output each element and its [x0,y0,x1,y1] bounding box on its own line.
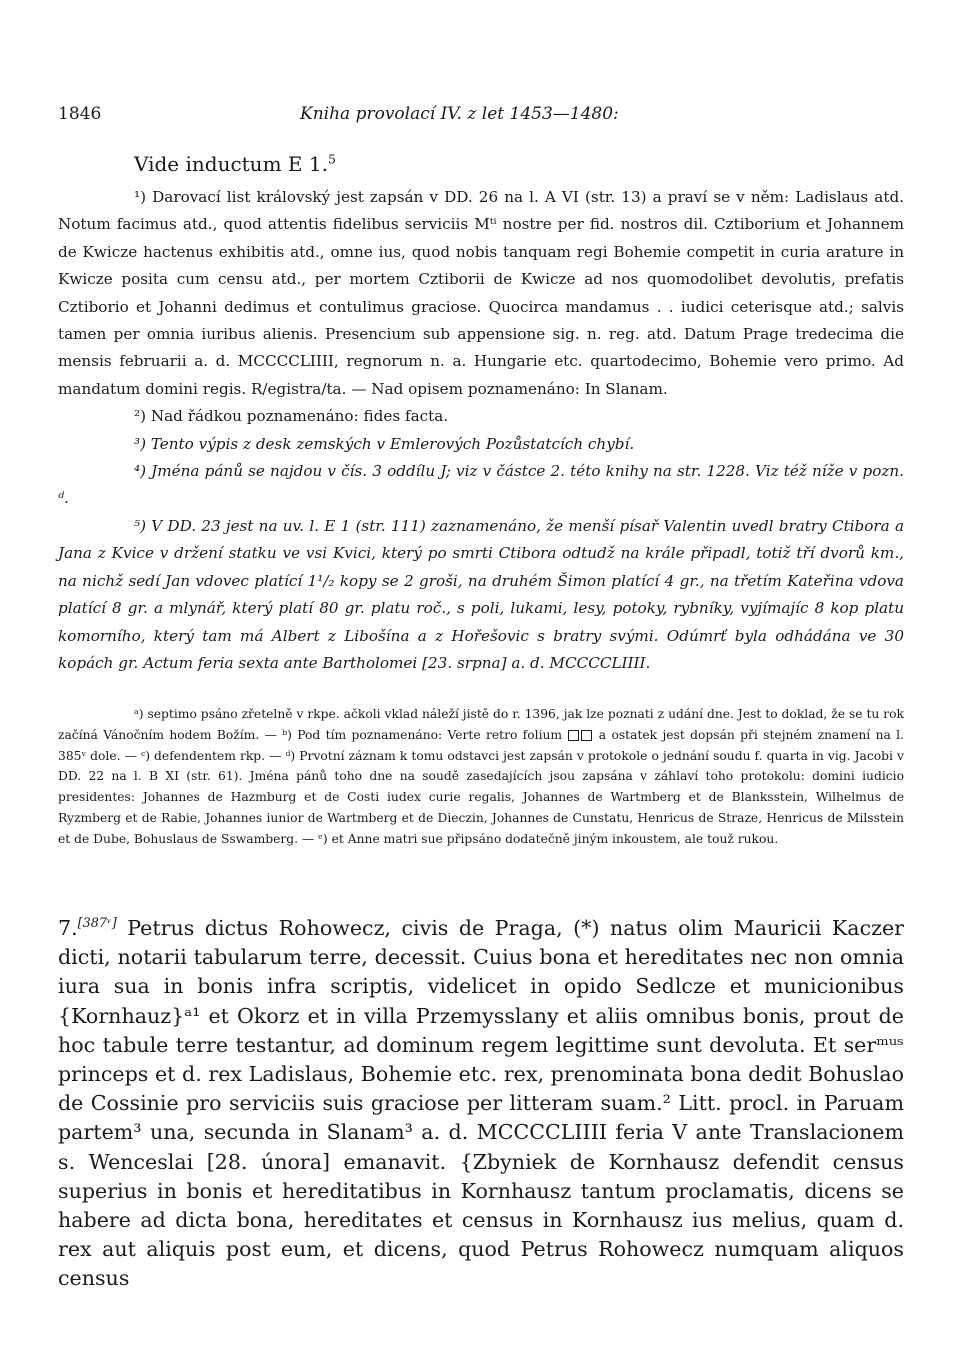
entry-text: Petrus dictus Rohowecz, civis de Praga, (*) natus olim Mauricii Kaczer dicti, notarii tabularum terre, decessit. Cuius bona et hereditates nec non omnia iura sua in bonis infra scriptis, videlicet in opido Sedlcze et municionibus {Kornhauz}ᵃ¹ et Okorz et in villa Przemysslany et aliis omnibus bonis, prout de hoc tabule terre testantur, ad dominum regem legittime sunt devoluta. Et serᵐᵘˢ princeps et d. rex Ladislaus, Bohemie etc. rex, prenominata bona dedit Bohuslao de Cossinie pro serviciis suis graciose per litteram suam.² Litt. procl. in Paruam partem³ una, secunda in Slanam³ a. d. MCCCCLIIII feria V ante Translacionem s. Wenceslai [28. února] emanavit. {Zbyniek de Kornhausz defendit census superius in bonis et hereditatibus in Kornhausz tantum proclamatis, dicens se habere ad dicta bona, hereditates et census in Kornhausz ius melius, quam d. rex aut aliquis post eum, et dicens, quod Petrus Rohowecz numquam aliquos census [58,916,904,1291]
main-entry [58,914,904,1294]
footnote-block [58,704,904,850]
square-mark-icon [581,730,592,741]
running-header [58,104,904,128]
lettered-footnotes [58,704,904,850]
vide-line [134,152,336,176]
folio-reference: [387ᵛ] [77,916,117,932]
running-title: Kniha provolací IV. z let 1453—1480: [300,104,619,124]
vide-note-mark: 5 [327,151,336,167]
note-5: ⁵) V DD. 23 jest na uv. l. E 1 (str. 111) zaznamenáno, že menší písař Valentin uvedl bratry Ctibora a Jana z Kvice v držení statku ve vsi Kvici, který po smrti Ctibora odtudž na krále připadl, totiž tří dvorů km., na nichž sedí Jan vdovec platící 1¹/₂ kopy se 2 groši, na druhém Šimon platící 4 gr., na třetím Kateřina vdova platící 8 gr. a mlynář, který platí 80 gr. platu roč., s poli, lukami, lesy, potoky, rybníky, vyjímajíc 8 kop platu komorního, který tam má Albert z Libošína a z Hořešovic s bratry svými. Odúmrť byla odhádána ve 30 kopách gr. Actum feria sexta ante Bartholomei [23. srpna] a. d. MCCCCLIIII. [58,516,904,672]
entry-paragraph [58,914,904,1294]
footnote-a-text: ᵃ) septimo psáno zřetelně v rkpe. ačkoli vklad náleží jistě do r. 1396, jak lze poznati z udání dne. Jest to doklad, že se tu rok začíná Vánočním hodem Božím. — ᵇ) Pod tím poznamenáno: Verte retro folium [58,707,904,742]
note-3: ³) Tento výpis z desk zemských v Emlerových Pozůstatcích chybí. [134,434,635,453]
note-4: ⁴) Jména pánů se najdou v čís. 3 oddílu J; viz v částce 2. této knihy na str. 1228. Viz též níže v pozn. ᵈ. [58,462,904,508]
note-1: ¹) Darovací list královský jest zapsán v DD. 26 na l. A VI (str. 13) a praví se v něm: Ladislaus atd. Notum facimus atd., quod attentis fidelibus serviciis Mᵗⁱ nostre per fid. nostros dil. Cztiborium et Johannem de Kwicze hactenus exhibitis atd., omne ius, quod nobis tanquam regi Bohemie competit in curia arature in Kwicze posita cum censu atd., per mortem Cztiborii de Kwicze ad nos quomodolibet devolutis, prefatis Cztiborio et Johanni dedimus et contulimus graciose. Quocirca mandamus . . iudici ceterisque atd.; salvis tamen per omnia iuribus alienis. Presencium sub appensione sig. n. reg. atd. Datum Prage tredecima die mensis februarii a. d. MCCCCLIIII, regnorum n. a. Hungarie etc. quartodecimo, Bohemie vero primo. Ad mandatum domini regis. R/egistra/ta. — Nad opisem poznamenáno: In Slanam. [58,188,904,398]
note-2: ²) Nad řádkou poznamenáno: fides facta. [134,407,449,426]
entry-number: 7. [58,916,78,940]
vide-text: Vide inductum E 1. [134,152,328,176]
numbered-notes [58,184,904,677]
square-mark-icon [568,730,579,741]
page-number: 1846 [58,104,102,124]
footnote-continuation: a ostatek jest dopsán při stejném znamení na l. 385ᵛ dole. — ᶜ) defendentem rkp. — ᵈ) Prvotní záznam k tomu odstavci jest zapsán v protokole o jednání soudu f. quarta in vig. Jacobi v DD. 22 na l. B XI (str. 61). Jména pánů toho dne na soudě zasedajících jsou zapsána v záhlaví toho protokolu: domini iudicio presidentes: Johannes de Hazmburg et de Costi iudex curie regalis, Johannes de Wartmberg et de Blanksstein, Wilhelmus de Ryzmberg et de Rabie, Johannes iunior de Wartmberg et de Dieczin, Johannes de Cunstatu, Henricus de Straze, Henricus de Milsstein et de Dube, Bohuslaus de Sswamberg. — ᵉ) et Anne matri sue připsáno dodatečně jiným inkoustem, ale touž rukou. [58,727,904,846]
